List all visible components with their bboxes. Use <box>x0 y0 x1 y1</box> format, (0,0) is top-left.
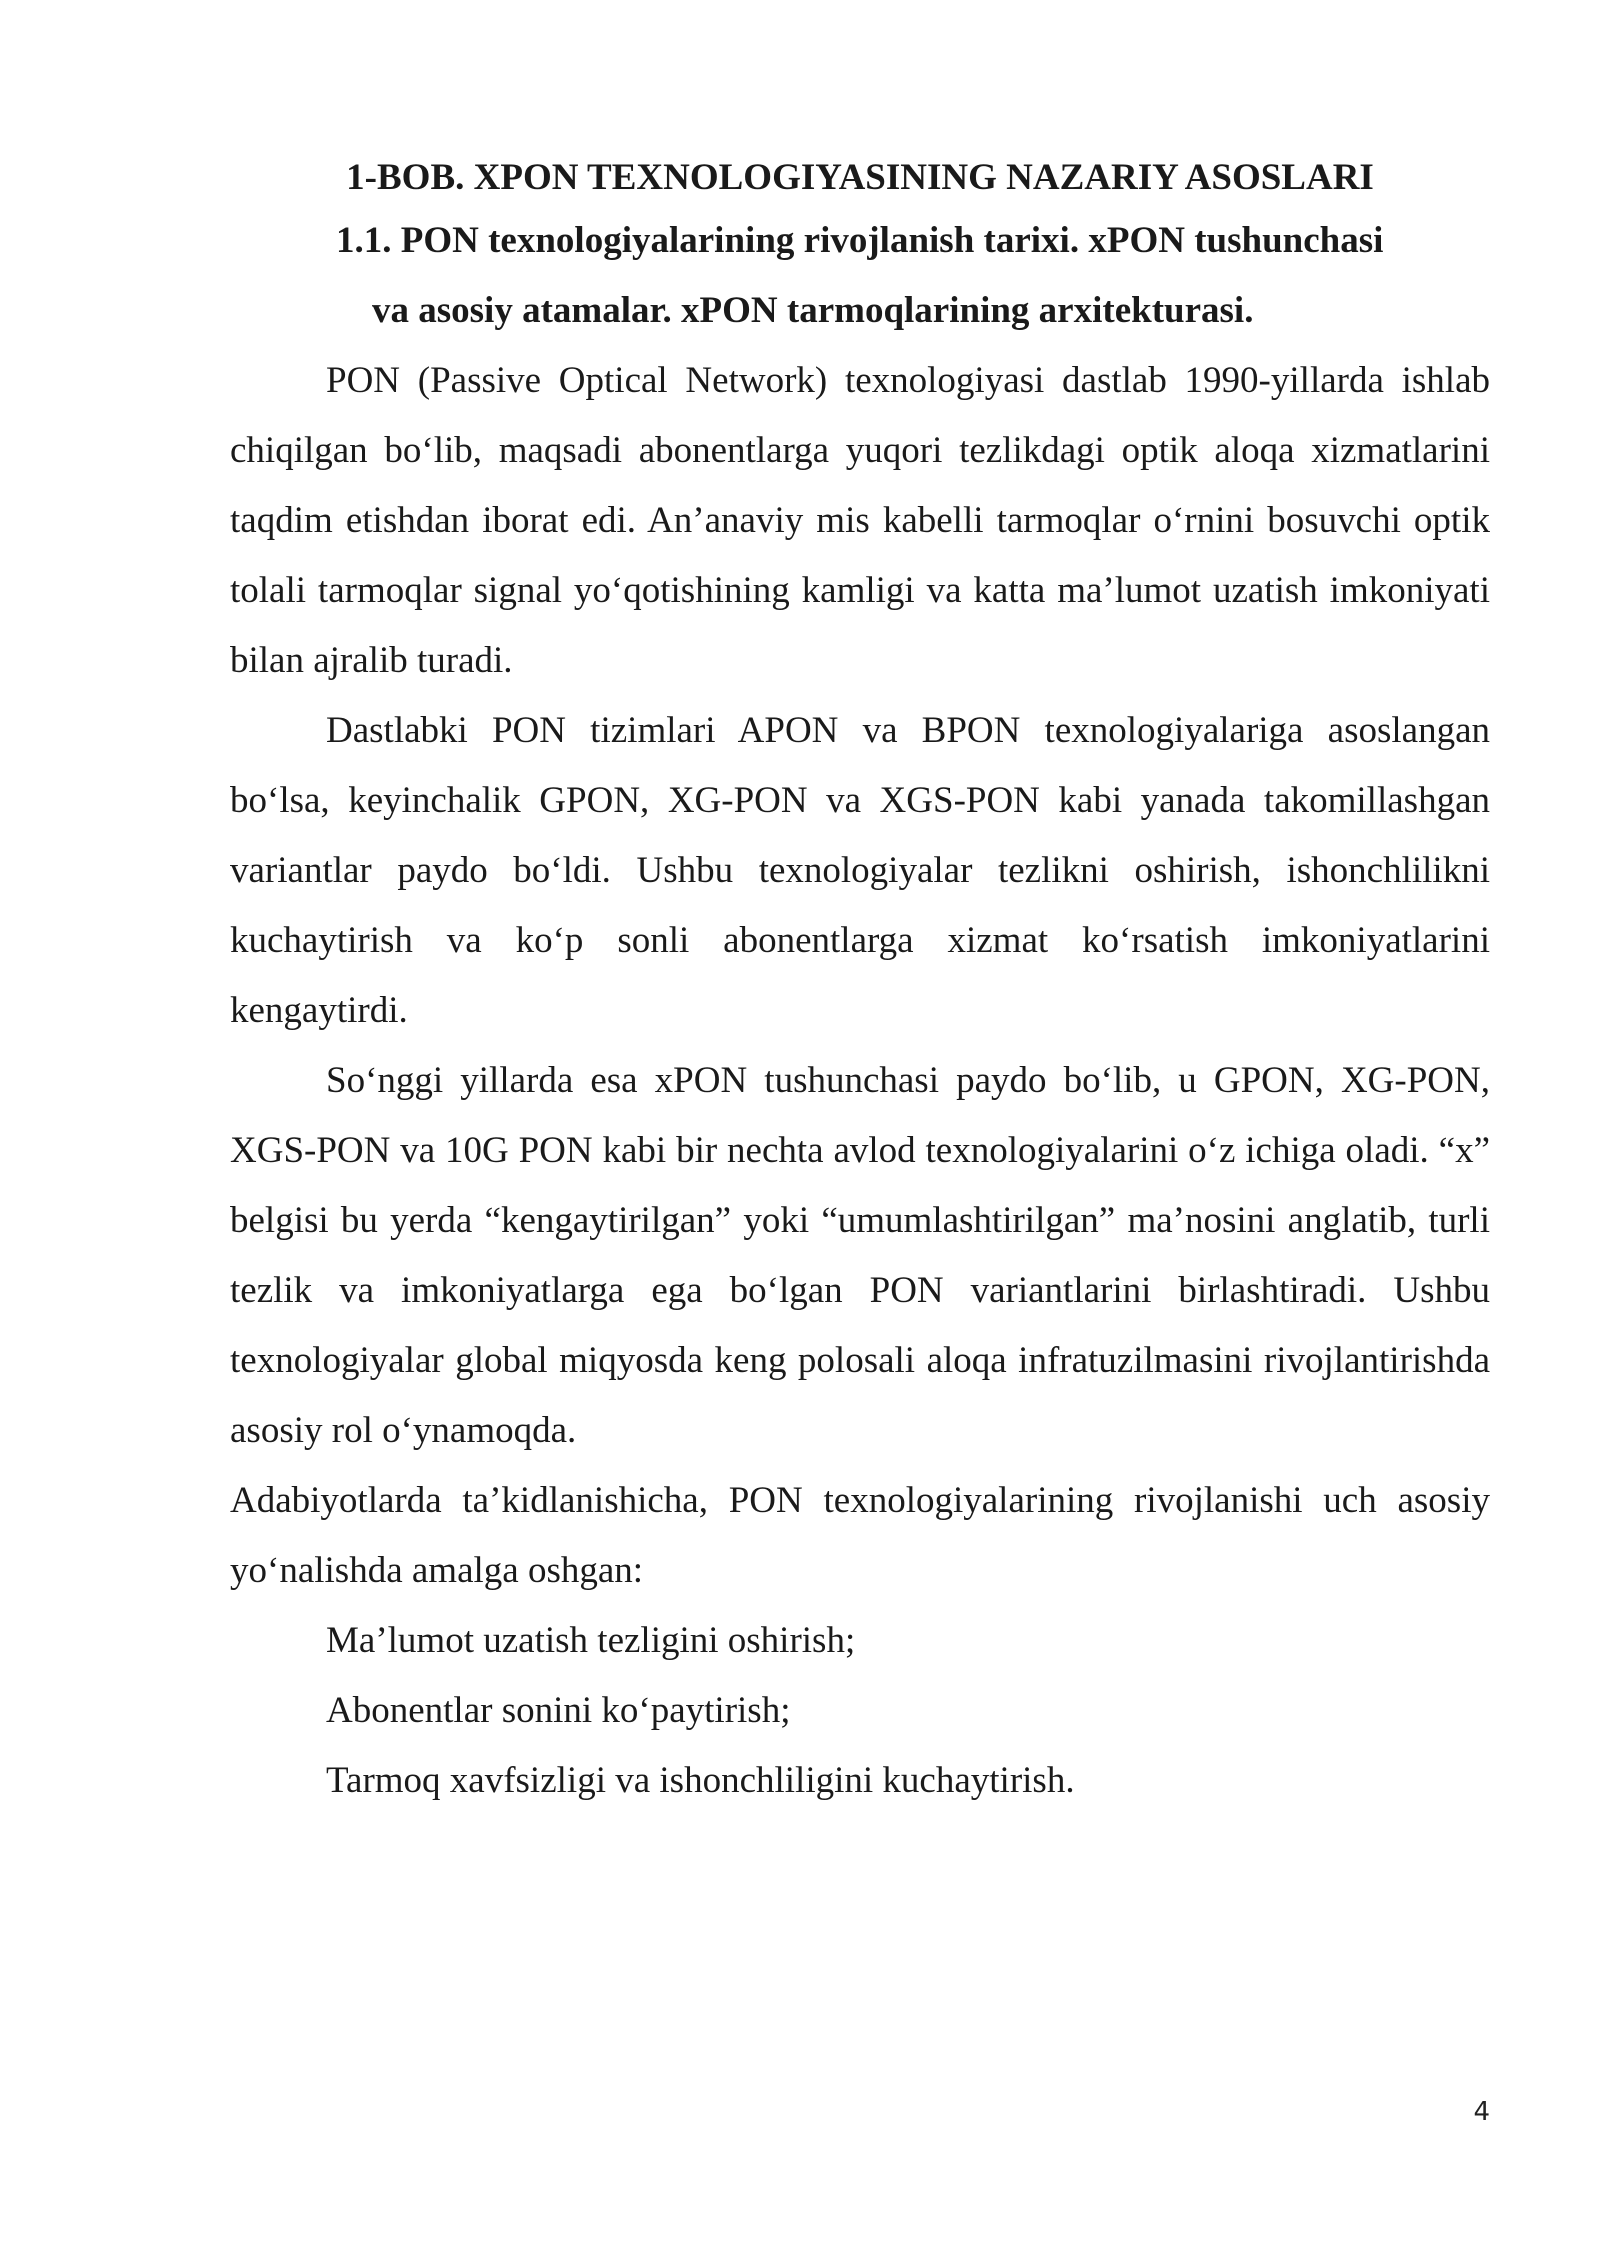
page-number: 4 <box>1473 2097 1490 2127</box>
paragraph-3: So‘nggi yillarda esa xPON tushunchasi paydo bo‘lib, u GPON, XG-PON, XGS-PON va 10G PON kabi bir nechta avlod texnologiyalarini o‘z ichiga oladi. “x” belgisi bu yerda “kengaytirilgan” yoki “umumlashtirilgan” ma’nosini anglatib, turli tezlik va imkoniyatlarga ega bo‘lgan PON variantlarini birlashtiradi. Ushbu texnologiyalar global miqyosda keng polosali aloqa infratuzilmasini rivojlantirishda asosiy rol o‘ynamoqda. <box>230 1060 1490 1451</box>
paragraph-2: Dastlabki PON tizimlari APON va BPON texnologiyalariga asoslangan bo‘lsa, keyinchalik GPON, XG-PON va XGS-PON kabi yanada takomillashgan variantlar paydo bo‘ldi. Ushbu texnologiyalar tezlikni oshirish, ishonchlilikni kuchaytirish va ko‘p sonli abonentlarga xizmat ko‘rsatish imkoniyatlarini kengaytirdi. <box>230 710 1490 1031</box>
paragraph-1: PON (Passive Optical Network) texnologiyasi dastlab 1990-yillarda ishlab chiqilgan bo‘lib, maqsadi abonentlarga yuqori tezlikdagi optik aloqa xizmatlarini taqdim etishdan iborat edi. An’anaviy mis kabelli tarmoqlar o‘rnini bosuvchi optik tolali tarmoqlar signal yo‘qotishining kamligi va katta ma’lumot uzatish imkoniyati bilan ajralib turadi. <box>230 360 1490 681</box>
list-item-3: Tarmoq xavfsizligi va ishonchliligini kuchaytirish. <box>326 1760 1075 1801</box>
section-title-line-1: 1.1. PON texnologiyalarining rivojlanish tarixi. xPON tushunchasi <box>336 220 1384 261</box>
document-page <box>230 150 1490 1816</box>
section-title-line-2: va asosiy atamalar. xPON tarmoqlarining arxitekturasi. <box>372 290 1254 331</box>
chapter-title: 1-BOB. XPON TEXNOLOGIYASINING NAZARIY ASOSLARI <box>346 157 1374 198</box>
list-item-2: Abonentlar sonini ko‘paytirish; <box>326 1690 791 1731</box>
section-title <box>230 206 1490 346</box>
list-item-1: Ma’lumot uzatish tezligini oshirish; <box>326 1620 856 1661</box>
paragraph-4: Adabiyotlarda ta’kidlanishicha, PON texnologiyalarining rivojlanishi uch asosiy yo‘nalishda amalga oshgan: <box>230 1480 1490 1591</box>
